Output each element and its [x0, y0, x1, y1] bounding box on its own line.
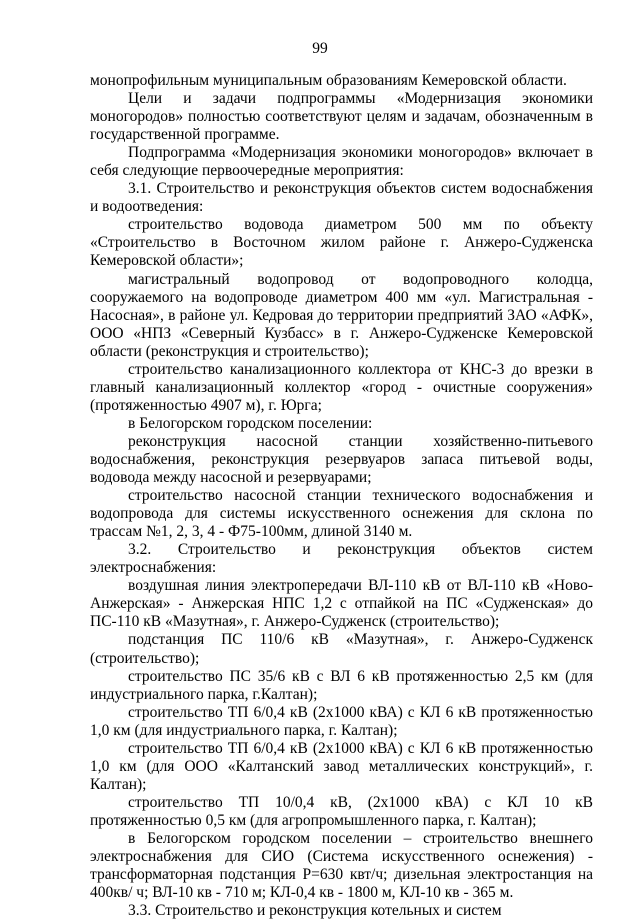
page-number: 99	[312, 40, 328, 57]
list-item: строительство ПС 35/6 кВ с ВЛ 6 кВ протяженностью 2,5 км (для индустриального парка, г.Калтан);	[90, 667, 593, 703]
paragraph-subprogram: Подпрограмма «Модернизация экономики моногородов» включает в себя следующие первоочередные мероприятия:	[90, 144, 593, 180]
list-item: строительство ТП 6/0,4 кВ (2х1000 кВА) с КЛ 6 кВ протяженностью 1,0 км (для ООО «Калтанский завод металлических конструкций», г. Калтан);	[90, 739, 593, 793]
list-item: воздушная линия электропередачи ВЛ-110 кВ от ВЛ-110 кВ «Ново-Анжерская» - Анжерская НПС 1,2 с отпайкой на ПС «Судженская» до ПС-110 кВ «Мазутная», г. Анжеро-Судженск (строительство);	[90, 577, 593, 631]
list-item: строительство насосной станции технического водоснабжения и водопровода для системы искусственного оснежения для склона по трассам №1, 2, 3, 4 - Ф75-100мм, длиной 3140 м.	[90, 487, 593, 541]
list-item: строительство ТП 10/0,4 кВ, (2х1000 кВА) с КЛ 10 кВ протяженностью 0,5 км (для агропромышленного парка, г. Калтан);	[90, 793, 593, 829]
list-item: в Белогорском городском поселении – строительство внешнего электроснабжения для СИО (Система искусственного оснежения) - трансформаторная подстанция Р=630 квт/ч; дизельная электростанция на 400кв/ ч; ВЛ-10 кв - 710 м; КЛ-0,4 кв - 1800 м, КЛ-10 кв - 365 м.	[90, 829, 593, 902]
list-item: подстанция ПС 110/6 кВ «Мазутная», г. Анжеро-Судженск (строительство);	[90, 631, 593, 667]
paragraph-goals: Цели и задачи подпрограммы «Модернизация экономики моногородов» полностью соответствуют целям и задачам, обозначенным в государственной программе.	[90, 90, 593, 144]
paragraph-intro-end: монопрофильным муниципальным образованиям Кемеровской области.	[90, 72, 567, 89]
list-item: магистральный водопровод от водопроводного колодца, сооружаемого на водопроводе диаметром 400 мм «ул. Магистральная - Насосная», в районе ул. Кедровая до территории предприятий ЗАО «АФК», ООО «НПЗ «Северный Кузбасс» в г. Анжеро-Судженске Кемеровской области (реконструкция и строительство);	[90, 270, 593, 360]
section-heading-3-3: 3.3. Строительство и реконструкция котельных и систем	[128, 902, 502, 920]
list-item: строительство ТП 6/0,4 кВ (2х1000 кВА) с КЛ 6 кВ протяженностью 1,0 км (для индустриального парка, г. Калтан);	[90, 703, 593, 739]
list-item: строительство водовода диаметром 500 мм по объекту «Строительство в Восточном жилом районе г. Анжеро-Судженска Кемеровской области»;	[90, 216, 593, 270]
section-heading-3-1: 3.1. Строительство и реконструкция объектов систем водоснабжения и водоотведения:	[90, 180, 593, 216]
list-item: реконструкция насосной станции хозяйственно-питьевого водоснабжения, реконструкция резервуаров запаса питьевой воды, водовода между насосной и резервуарами;	[90, 432, 593, 487]
list-item: в Белогорском городском поселении:	[128, 414, 373, 432]
section-heading-3-2: 3.2. Строительство и реконструкция объектов систем электроснабжения:	[90, 541, 593, 577]
list-item: строительство канализационного коллектора от КНС-3 до врезки в главный канализационный коллектор «город - очистные сооружения» (протяженностью 4907 м), г. Юрга;	[90, 360, 593, 414]
document-body	[90, 72, 593, 920]
